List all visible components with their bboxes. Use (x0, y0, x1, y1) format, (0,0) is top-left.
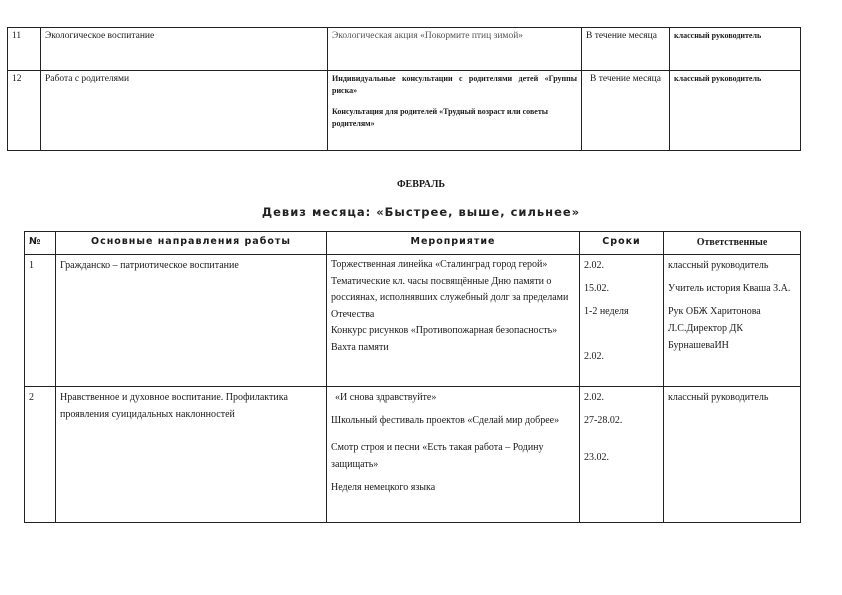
event-cell (328, 71, 582, 151)
table-row (8, 71, 801, 151)
term-cell (580, 255, 664, 387)
february-plan-table (24, 231, 801, 523)
event-cell (327, 387, 580, 523)
event-cell (327, 255, 580, 387)
term: 2.02. (584, 392, 604, 403)
row-number: 2 (25, 387, 56, 523)
column-header-responsible: Ответственные (664, 232, 801, 255)
month-motto: Девиз месяца: «Быстрее, выше, сильнее» (261, 205, 581, 219)
month-title: ФЕВРАЛЬ (396, 179, 446, 190)
event: Школьный фестиваль проектов «Сделай мир добрее» (331, 415, 560, 426)
previous-month-table (7, 27, 801, 151)
term: 23.02. (584, 452, 609, 463)
table-row (8, 28, 801, 71)
responsible-cell (664, 255, 801, 387)
row-number: 1 (25, 255, 56, 387)
responsible: Учитель история Кваша З.А. (668, 283, 791, 294)
table-row (25, 387, 801, 523)
event: Консультация для родителей «Трудный возраст или советы родителям» (332, 107, 549, 128)
work-direction: Нравственное и духовное воспитание. Профилактика проявления суицидальных наклонностей (56, 387, 327, 523)
work-direction: Гражданско – патриотическое воспитание (56, 255, 327, 387)
table-row (25, 255, 801, 387)
row-number: 12 (8, 71, 41, 151)
work-direction: Работа с родителями (41, 71, 328, 151)
responsible: классный руководитель (668, 260, 769, 271)
work-direction: Экологическое воспитание (41, 28, 328, 71)
event: Вахта памяти (331, 341, 389, 353)
column-header-number: № (25, 232, 56, 255)
event: «И снова здравствуйте» (335, 392, 437, 403)
term: 2.02. (584, 260, 604, 271)
responsible: классный руководитель (670, 28, 801, 71)
responsible: классный руководитель (670, 71, 801, 151)
term-cell (580, 387, 664, 523)
responsible: классный руководитель (668, 392, 769, 403)
column-header-event: Мероприятие (327, 232, 580, 255)
term: 2.02. (584, 351, 604, 362)
term: 1-2 неделя (584, 306, 629, 317)
event: Неделя немецкого языка (331, 482, 436, 493)
responsible: Рук ОБЖ Харитонова Л.С.Директор ДК БурнашеваИН (668, 306, 761, 351)
event: Смотр строя и песни «Есть такая работа – Родину защищать» (331, 442, 544, 470)
term: В течение месяца (582, 28, 670, 71)
event: Тематические кл. часы посвящённые Дню памяти о россиянах, исполнявших служебный долг за пределами Отечества (331, 275, 569, 320)
event: Торжественная линейка «Сталинград город герой» (331, 259, 548, 270)
event: Экологическая акция «Покормите птиц зимой» (328, 28, 582, 71)
column-header-direction: Основные направления работы (56, 232, 327, 255)
term: 27-28.02. (584, 415, 623, 426)
event: Индивидуальные консультации с родителями детей «Группы риска» (332, 74, 577, 95)
term: 15.02. (584, 283, 609, 294)
event: Конкурс рисунков «Противопожарная безопасность» (331, 325, 558, 336)
responsible-cell (664, 387, 801, 523)
term: В течение месяца (582, 71, 670, 151)
table-header-row (25, 232, 801, 255)
row-number: 11 (8, 28, 41, 71)
column-header-term: Сроки (580, 232, 664, 255)
